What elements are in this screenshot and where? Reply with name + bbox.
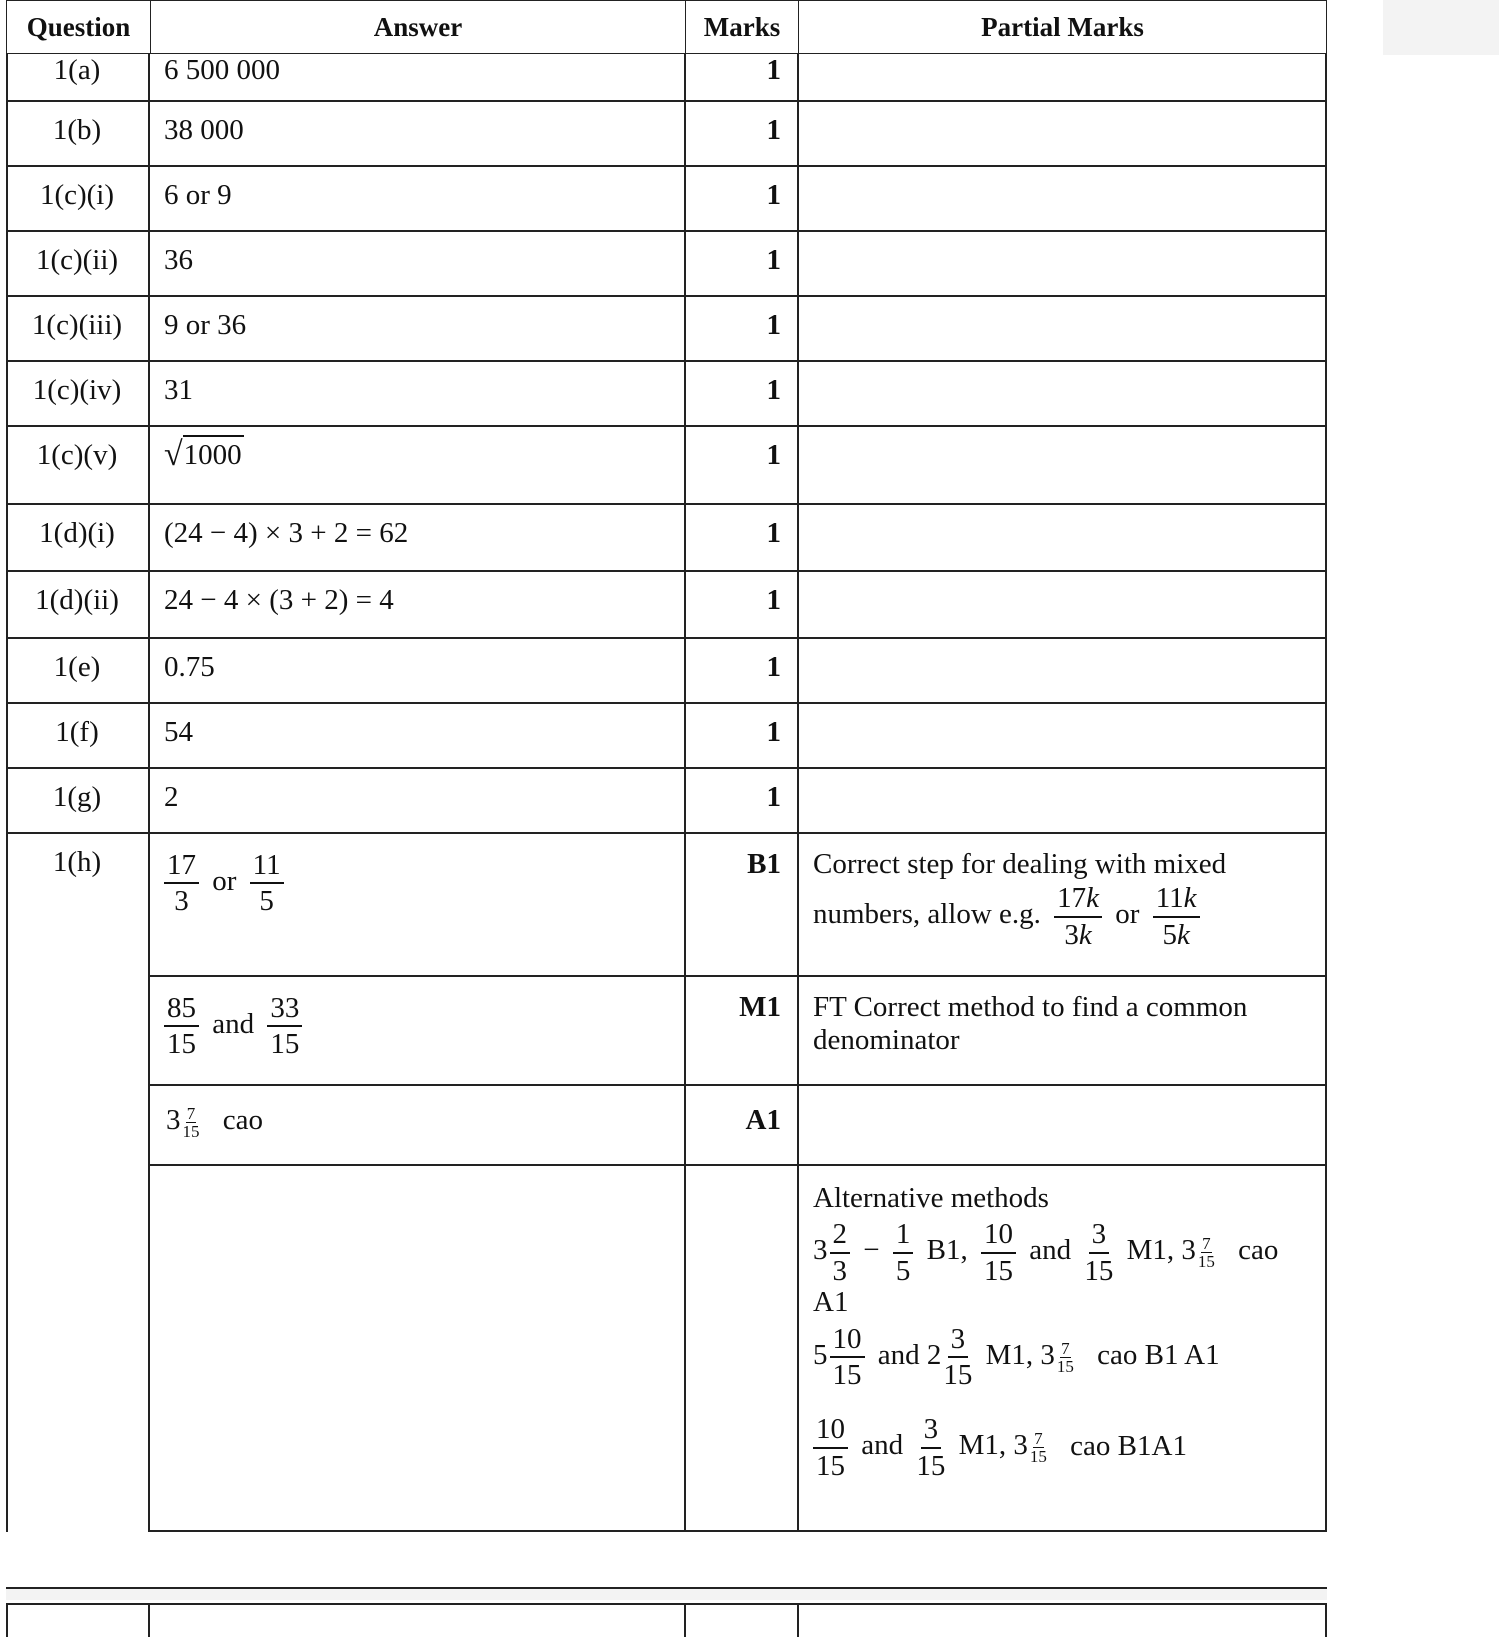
table-row — [6, 427, 1327, 505]
table-row — [6, 639, 1327, 704]
marks-cell: M1 — [739, 991, 781, 1023]
question-cell: 1(e) — [53, 651, 101, 683]
answer-cell: 6 500 000 — [164, 54, 280, 86]
question-cell: 1(c)(i) — [39, 179, 115, 211]
table-row-1h-a1 — [148, 1086, 1327, 1166]
answer-cell: (24 − 4) × 3 + 2 = 62 — [164, 517, 409, 549]
answer-cell: 2 — [164, 781, 179, 813]
table-row — [6, 704, 1327, 769]
marks-cell: 1 — [766, 244, 781, 276]
partial-marks-cell: Alternative methods 3 $\frac{2}{3}$ − $\frac{1}{5}$ B1, $\frac{10}{15}$ and $\frac{3}{15}$ M1, 3 $\frac{7}{15}$ cao A1 5 $\frac{10}{15}$ and 2 $\frac{3}{15}$ M1, 3 $\frac{7}{15}$ cao B1 A1 $\frac{10}{15}$ and $\frac{3}{15}$ M1, 3 $\frac{7}{15}$ cao B1A1 — [797, 1166, 1325, 1530]
fraction: $\frac{17k}{3k}$ — [1054, 883, 1102, 950]
alt-method-line: 5 $\frac{10}{15}$ and 2 $\frac{3}{15}$ M1, 3 $\frac{7}{15}$ cao B1 A1 — [813, 1322, 1220, 1391]
table-row — [6, 572, 1327, 639]
radical-sign: √ — [164, 436, 183, 473]
radicand: 1000 — [183, 435, 244, 472]
square-root — [164, 435, 244, 472]
header-marks: Marks — [685, 0, 798, 54]
question-cell: 1(c)(v) — [36, 439, 118, 471]
table-row — [6, 297, 1327, 362]
partial-marks-cell: FT Correct method to find a common denominator — [813, 991, 1248, 1057]
table-row — [6, 102, 1327, 167]
answer-cell: 9 or 36 — [164, 309, 247, 341]
header-partial-marks: Partial Marks — [798, 0, 1327, 54]
answer-cell: 24 − 4 × (3 + 2) = 4 — [164, 584, 394, 616]
answer-cell: $\frac{85}{15}$ and $\frac{33}{15}$ — [148, 977, 684, 1084]
question-cell: 1(c)(ii) — [35, 244, 119, 276]
next-table-edge — [0, 1583, 1499, 1637]
fraction: $\frac{11k}{5k}$ — [1153, 883, 1200, 950]
question-cell: 1(b) — [52, 114, 102, 146]
fraction: $\frac{33}{15}$ — [267, 993, 302, 1060]
question-cell: 1(d)(ii) — [35, 584, 119, 616]
table-row-1h-m1 — [148, 977, 1327, 1086]
marks-cell: B1 — [747, 848, 781, 880]
table-row — [6, 769, 1327, 834]
marks-cell: 1 — [766, 439, 781, 471]
partial-marks-cell: Correct step for dealing with mixed numbers, allow e.g. $\frac{17k}{3k}$ or $\frac{11k}{5k}$ — [813, 848, 1227, 951]
answer-cell: 31 — [164, 374, 193, 406]
header-question: Question — [6, 0, 150, 54]
table-row — [6, 232, 1327, 297]
alt-method-line: $\frac{10}{15}$ and $\frac{3}{15}$ M1, 3 $\frac{7}{15}$ cao B1A1 — [813, 1414, 1325, 1481]
marks-cell: 1 — [766, 374, 781, 406]
marks-cell: 1 — [766, 781, 781, 813]
question-cell: 1(f) — [55, 716, 99, 748]
fraction: $\frac{7}{15}$ — [182, 1103, 200, 1141]
marks-cell: 1 — [766, 179, 781, 211]
answer-cell: 54 — [164, 716, 193, 748]
header-answer: Answer — [150, 0, 685, 54]
table-row-1h-alternatives — [148, 1166, 1327, 1532]
table-row — [6, 362, 1327, 427]
table-row — [6, 167, 1327, 232]
answer-cell: 3 $\frac{7}{15}$ cao — [166, 1103, 263, 1141]
marks-cell: A1 — [745, 1104, 781, 1136]
marks-cell: 1 — [766, 584, 781, 616]
answer-cell: 36 — [164, 244, 193, 276]
fraction: $\frac{17}{3}$ — [164, 850, 199, 917]
marks-cell: 1 — [766, 309, 781, 341]
header-filler — [1383, 0, 1499, 55]
table-row — [6, 505, 1327, 572]
question-cell: 1(c)(iv) — [32, 374, 122, 406]
answer-cell: 38 000 — [164, 114, 244, 146]
question-cell: 1(g) — [52, 781, 102, 813]
fraction: $\frac{85}{15}$ — [164, 993, 199, 1060]
answer-cell: $\frac{17}{3}$ or $\frac{11}{5}$ — [148, 834, 684, 975]
alt-methods-title: Alternative methods — [813, 1182, 1049, 1214]
marks-cell: 1 — [766, 114, 781, 146]
question-cell-1h: 1(h) — [52, 846, 102, 878]
answer-cell: 6 or 9 — [164, 179, 232, 211]
table-edge-line — [6, 1603, 1327, 1605]
question-cell: 1(d)(i) — [39, 517, 115, 549]
answer-cell — [148, 427, 707, 503]
marks-cell: 1 — [766, 651, 781, 683]
marks-cell: 1 — [766, 716, 781, 748]
alt-method-line: 3 $\frac{2}{3}$ − $\frac{1}{5}$ B1, $\frac{10}{15}$ and $\frac{3}{15}$ M1, 3 $\frac{7}{15}$ cao — [813, 1218, 1279, 1287]
table-edge-line — [6, 1587, 1327, 1589]
question-cell: 1(c)(iii) — [31, 309, 123, 341]
table-row — [6, 54, 1327, 102]
question-cell: 1(a) — [53, 54, 101, 86]
answer-cell: 0.75 — [164, 651, 215, 683]
table-row-1h-b1 — [148, 834, 1327, 977]
marks-cell: 1 — [766, 54, 781, 86]
fraction: $\frac{11}{5}$ — [250, 850, 284, 917]
marks-cell: 1 — [766, 517, 781, 549]
table-header — [0, 0, 1499, 56]
